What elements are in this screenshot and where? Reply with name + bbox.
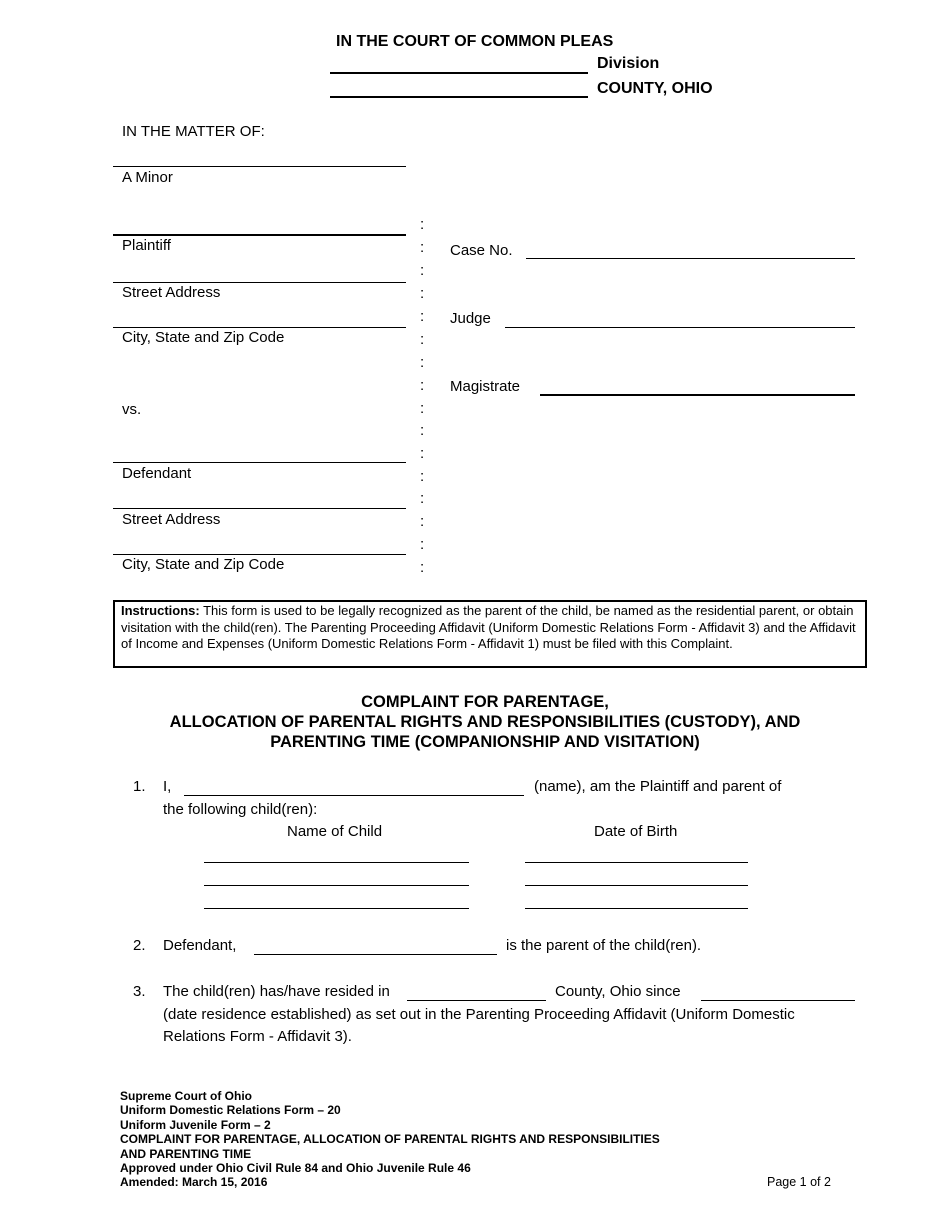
caption-colon: : bbox=[420, 490, 425, 507]
complaint-title-line-3: PARENTING TIME (COMPANIONSHIP AND VISITATION) bbox=[270, 733, 700, 751]
plaintiff-city-label: City, State and Zip Code bbox=[122, 329, 285, 346]
item-1-line-2: the following child(ren): bbox=[163, 801, 318, 818]
county-field[interactable] bbox=[330, 80, 588, 98]
judge-label: Judge bbox=[450, 310, 491, 327]
item-3-middle: County, Ohio since bbox=[555, 983, 681, 1000]
footer-line: Supreme Court of Ohio bbox=[120, 1089, 252, 1103]
minor-name-field[interactable] bbox=[113, 150, 406, 167]
caption-colon: : bbox=[420, 262, 425, 279]
instructions-label: Instructions: bbox=[121, 603, 200, 618]
caption-colon: : bbox=[420, 285, 425, 302]
plaintiff-street-label: Street Address bbox=[122, 284, 221, 301]
caption-colon: : bbox=[420, 216, 425, 233]
defendant-street-field[interactable] bbox=[113, 492, 406, 509]
footer-line: Uniform Domestic Relations Form – 20 bbox=[120, 1103, 341, 1118]
magistrate-label: Magistrate bbox=[450, 378, 521, 395]
versus-label: vs. bbox=[122, 401, 142, 418]
division-label: Division bbox=[597, 55, 660, 72]
caption-colon: : bbox=[420, 422, 425, 439]
caption-colon: : bbox=[420, 400, 425, 417]
plaintiff-name-field[interactable] bbox=[113, 218, 406, 236]
item-3-line-2: (date residence established) as set out in the Parenting Proceeding Affidavit (Uniform Domestic bbox=[163, 1006, 795, 1023]
item-1-number: 1. bbox=[133, 778, 146, 795]
item-3-number: 3. bbox=[133, 983, 146, 1000]
item-1-suffix: (name), am the Plaintiff and parent of bbox=[534, 778, 782, 795]
defendant-city-field[interactable] bbox=[113, 538, 406, 555]
footer-line: Approved under Ohio Civil Rule 84 and Ohio Juvenile Rule 46 bbox=[120, 1161, 471, 1176]
child-name-field-1[interactable] bbox=[204, 846, 469, 863]
plaintiff-label: Plaintiff bbox=[122, 237, 171, 254]
complaint-title-line-2: ALLOCATION OF PARENTAL RIGHTS AND RESPONSIBILITIES (CUSTODY), AND bbox=[169, 713, 801, 731]
complaint-title-line-1: COMPLAINT FOR PARENTAGE, bbox=[361, 693, 609, 711]
magistrate-field[interactable] bbox=[540, 378, 855, 396]
plaintiff-city-field[interactable] bbox=[113, 311, 406, 328]
form-footer bbox=[120, 1089, 660, 1190]
item-2-number: 2. bbox=[133, 937, 146, 954]
child-name-field-2[interactable] bbox=[204, 869, 469, 886]
caption-colon: : bbox=[420, 354, 425, 371]
item-3-line-3: Relations Form - Affidavit 3). bbox=[163, 1028, 352, 1045]
item-2-prefix: Defendant, bbox=[163, 937, 237, 954]
court-heading: IN THE COURT OF COMMON PLEAS bbox=[336, 33, 614, 50]
footer-line: AND PARENTING TIME bbox=[120, 1146, 252, 1161]
child-name-field-3[interactable] bbox=[204, 892, 469, 909]
case-number-label: Case No. bbox=[450, 242, 513, 259]
county-resided-input[interactable] bbox=[407, 984, 546, 1001]
child-dob-field-1[interactable] bbox=[525, 846, 748, 863]
caption-colon: : bbox=[420, 559, 425, 576]
minor-label: A Minor bbox=[122, 169, 173, 186]
caption-colon: : bbox=[420, 468, 425, 485]
case-number-field[interactable] bbox=[526, 242, 855, 259]
child-dob-field-3[interactable] bbox=[525, 892, 748, 909]
item-3-prefix: The child(ren) has/have resided in bbox=[163, 983, 390, 1000]
plaintiff-name-input[interactable] bbox=[184, 779, 524, 796]
footer-line: Amended: March 15, 2016 bbox=[120, 1175, 268, 1190]
caption-colon: : bbox=[420, 331, 425, 348]
instructions-text: This form is used to be legally recognized as the parent of the child, be named as the residential parent, or obtain visitation with the child(ren). The Parenting Proceeding Affidavit (Uniform Domestic Relations Form - Affidavit 3) and the Affidavit of Income and Expenses (Uniform Domestic Relations Form - Affidavit 1) must be filed with this Complaint. bbox=[121, 603, 856, 651]
caption-colon: : bbox=[420, 513, 425, 530]
caption-colon: : bbox=[420, 536, 425, 553]
defendant-label: Defendant bbox=[122, 465, 192, 482]
defendant-name-field[interactable] bbox=[113, 446, 406, 463]
defendant-city-label: City, State and Zip Code bbox=[122, 556, 285, 573]
caption-colon: : bbox=[420, 308, 425, 325]
child-name-header: Name of Child bbox=[287, 823, 383, 840]
residence-date-input[interactable] bbox=[701, 984, 855, 1001]
page-number: Page 1 of 2 bbox=[767, 1175, 831, 1189]
plaintiff-street-field[interactable] bbox=[113, 266, 406, 283]
caption-colon: : bbox=[420, 239, 425, 256]
defendant-name-input[interactable] bbox=[254, 938, 497, 955]
division-field[interactable] bbox=[330, 56, 588, 74]
county-label: COUNTY, OHIO bbox=[597, 80, 713, 97]
child-dob-field-2[interactable] bbox=[525, 869, 748, 886]
item-2-suffix: is the parent of the child(ren). bbox=[506, 937, 702, 954]
item-1-prefix: I, bbox=[163, 778, 172, 795]
defendant-street-label: Street Address bbox=[122, 511, 221, 528]
caption-colon: : bbox=[420, 377, 425, 394]
child-dob-header: Date of Birth bbox=[594, 823, 678, 840]
matter-label: IN THE MATTER OF: bbox=[122, 123, 265, 140]
judge-field[interactable] bbox=[505, 311, 855, 328]
footer-line: COMPLAINT FOR PARENTAGE, ALLOCATION OF PARENTAL RIGHTS AND RESPONSIBILITIES bbox=[120, 1132, 660, 1147]
footer-line: Uniform Juvenile Form – 2 bbox=[120, 1117, 271, 1132]
caption-colon: : bbox=[420, 445, 425, 462]
instructions-box bbox=[113, 600, 867, 668]
